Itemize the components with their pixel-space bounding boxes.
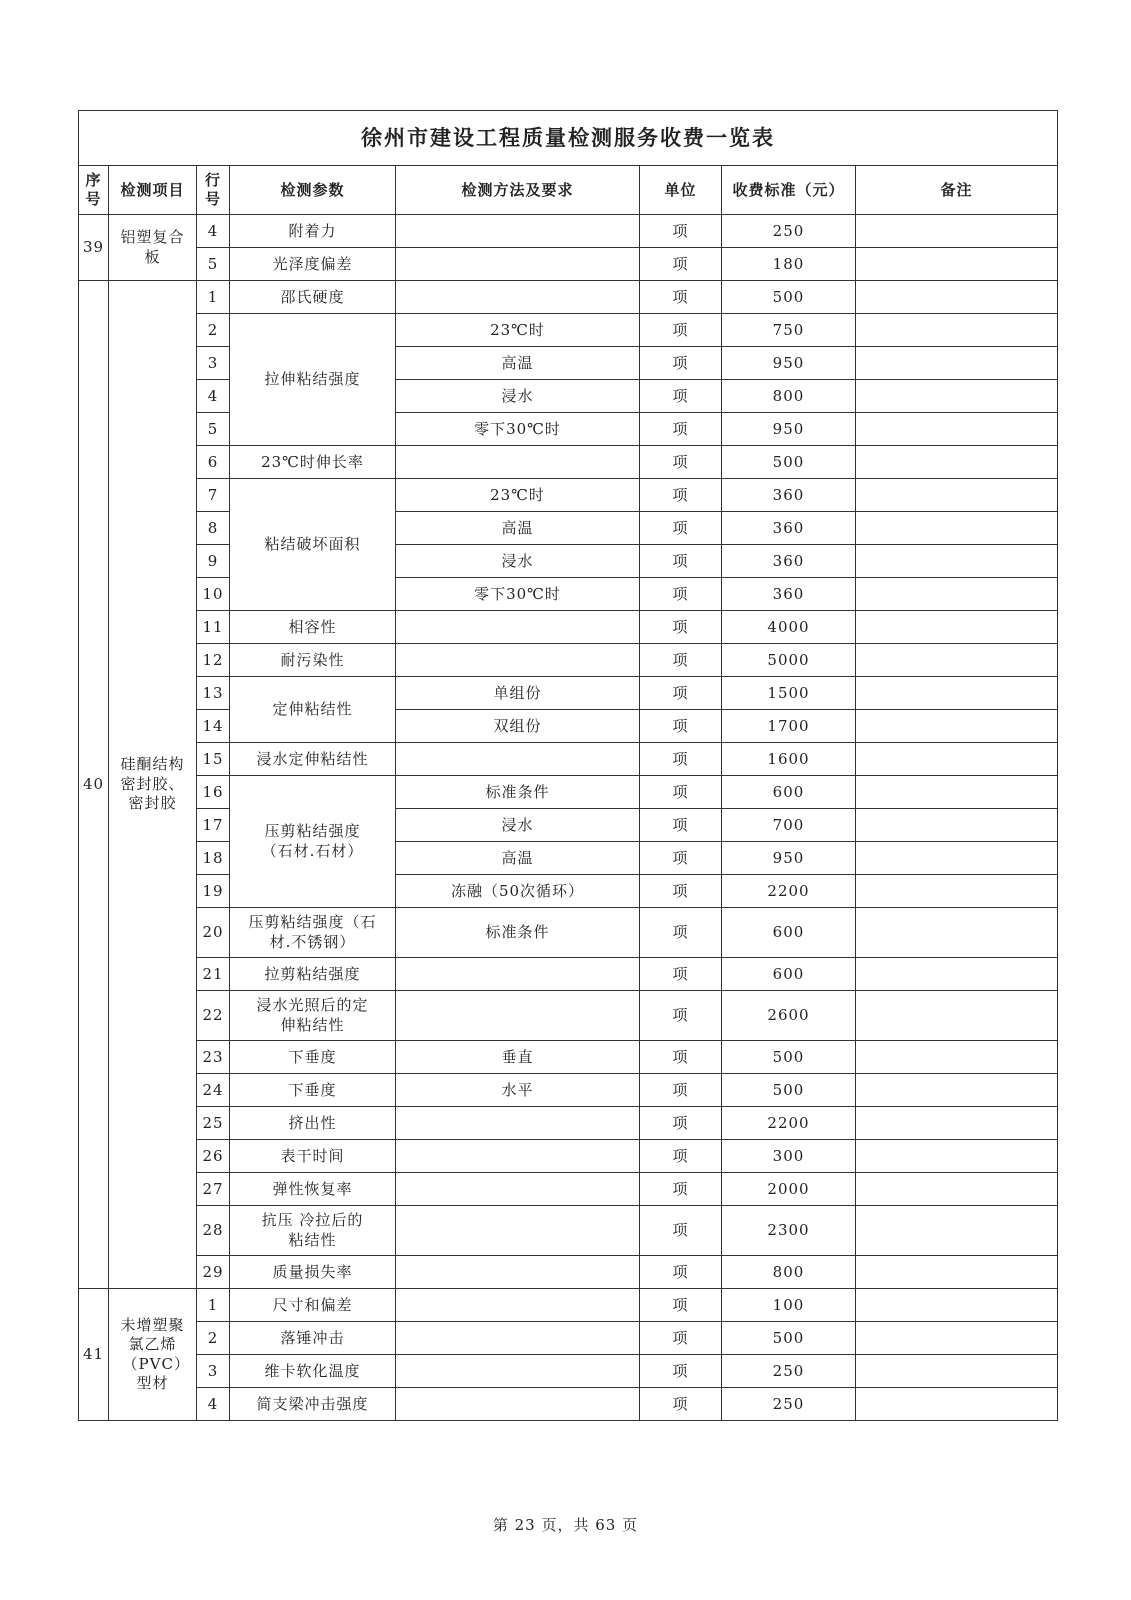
table-row xyxy=(79,479,1058,512)
table-row xyxy=(79,1355,1058,1388)
header-param: 检测参数 xyxy=(230,166,396,215)
unit-cell: 项 xyxy=(640,1289,722,1322)
param-cell: 落锤冲击 xyxy=(230,1322,396,1355)
unit-cell: 项 xyxy=(640,875,722,908)
price-cell: 2000 xyxy=(722,1173,856,1206)
price-cell: 250 xyxy=(722,1388,856,1421)
line-cell: 13 xyxy=(197,677,230,710)
note-cell xyxy=(856,1107,1058,1140)
table-row xyxy=(79,314,1058,347)
table-row xyxy=(79,281,1058,314)
table-row xyxy=(79,1206,1058,1256)
method-cell: 23℃时 xyxy=(396,314,640,347)
note-cell xyxy=(856,611,1058,644)
unit-cell: 项 xyxy=(640,545,722,578)
note-cell xyxy=(856,1206,1058,1256)
unit-cell: 项 xyxy=(640,677,722,710)
method-cell xyxy=(396,215,640,248)
method-cell xyxy=(396,1173,640,1206)
param-cell: 压剪粘结强度（石材.不锈钢） xyxy=(230,908,396,958)
method-cell: 垂直 xyxy=(396,1041,640,1074)
line-cell: 21 xyxy=(197,958,230,991)
price-cell: 1600 xyxy=(722,743,856,776)
price-cell: 500 xyxy=(722,446,856,479)
price-cell: 700 xyxy=(722,809,856,842)
method-cell: 零下30℃时 xyxy=(396,413,640,446)
method-cell xyxy=(396,248,640,281)
line-cell: 25 xyxy=(197,1107,230,1140)
param-cell: 粘结破坏面积 xyxy=(230,479,396,611)
unit-cell: 项 xyxy=(640,809,722,842)
param-cell: 相容性 xyxy=(230,611,396,644)
table-row xyxy=(79,644,1058,677)
price-cell: 4000 xyxy=(722,611,856,644)
method-cell xyxy=(396,1256,640,1289)
param-cell: 附着力 xyxy=(230,215,396,248)
note-cell xyxy=(856,248,1058,281)
price-cell: 2200 xyxy=(722,875,856,908)
price-cell: 360 xyxy=(722,512,856,545)
unit-cell: 项 xyxy=(640,1256,722,1289)
price-cell: 300 xyxy=(722,1140,856,1173)
item-cell: 铝塑复合板 xyxy=(109,215,197,281)
unit-cell: 项 xyxy=(640,1355,722,1388)
method-cell xyxy=(396,1107,640,1140)
fee-table xyxy=(78,110,1058,1421)
note-cell xyxy=(856,710,1058,743)
item-cell: 硅酮结构密封胶、密封胶 xyxy=(109,281,197,1289)
seq-cell: 40 xyxy=(79,281,109,1289)
unit-cell: 项 xyxy=(640,512,722,545)
table-row xyxy=(79,875,1058,908)
unit-cell: 项 xyxy=(640,578,722,611)
unit-cell: 项 xyxy=(640,1206,722,1256)
table-row xyxy=(79,380,1058,413)
table-row xyxy=(79,958,1058,991)
table-row xyxy=(79,677,1058,710)
unit-cell: 项 xyxy=(640,991,722,1041)
price-cell: 1500 xyxy=(722,677,856,710)
price-cell: 360 xyxy=(722,578,856,611)
line-cell: 11 xyxy=(197,611,230,644)
note-cell xyxy=(856,215,1058,248)
method-cell: 高温 xyxy=(396,347,640,380)
line-cell: 3 xyxy=(197,1355,230,1388)
header-item: 检测项目 xyxy=(109,166,197,215)
line-cell: 5 xyxy=(197,248,230,281)
table-row xyxy=(79,1107,1058,1140)
table-row xyxy=(79,611,1058,644)
price-cell: 250 xyxy=(722,215,856,248)
line-cell: 17 xyxy=(197,809,230,842)
header-seq: 序号 xyxy=(79,166,109,215)
note-cell xyxy=(856,1322,1058,1355)
line-cell: 28 xyxy=(197,1206,230,1256)
param-cell: 浸水光照后的定伸粘结性 xyxy=(230,991,396,1041)
method-cell xyxy=(396,991,640,1041)
price-cell: 2300 xyxy=(722,1206,856,1256)
method-cell: 标准条件 xyxy=(396,908,640,958)
price-cell: 800 xyxy=(722,380,856,413)
method-cell xyxy=(396,281,640,314)
header-price: 收费标准（元） xyxy=(722,166,856,215)
line-cell: 1 xyxy=(197,281,230,314)
unit-cell: 项 xyxy=(640,479,722,512)
unit-cell: 项 xyxy=(640,1140,722,1173)
table-row xyxy=(79,1289,1058,1322)
note-cell xyxy=(856,512,1058,545)
price-cell: 500 xyxy=(722,1041,856,1074)
price-cell: 2200 xyxy=(722,1107,856,1140)
note-cell xyxy=(856,1041,1058,1074)
unit-cell: 项 xyxy=(640,710,722,743)
method-cell: 23℃时 xyxy=(396,479,640,512)
unit-cell: 项 xyxy=(640,215,722,248)
price-cell: 600 xyxy=(722,776,856,809)
method-cell xyxy=(396,1388,640,1421)
method-cell xyxy=(396,958,640,991)
table-row xyxy=(79,1322,1058,1355)
param-cell: 简支梁冲击强度 xyxy=(230,1388,396,1421)
note-cell xyxy=(856,1388,1058,1421)
table-row xyxy=(79,1074,1058,1107)
method-cell: 冻融（50次循环） xyxy=(396,875,640,908)
param-cell: 拉伸粘结强度 xyxy=(230,314,396,446)
note-cell xyxy=(856,1355,1058,1388)
line-cell: 20 xyxy=(197,908,230,958)
price-cell: 360 xyxy=(722,545,856,578)
line-cell: 9 xyxy=(197,545,230,578)
method-cell xyxy=(396,644,640,677)
method-cell xyxy=(396,446,640,479)
seq-cell: 41 xyxy=(79,1289,109,1421)
param-cell: 表干时间 xyxy=(230,1140,396,1173)
header-method: 检测方法及要求 xyxy=(396,166,640,215)
param-cell: 下垂度 xyxy=(230,1074,396,1107)
unit-cell: 项 xyxy=(640,908,722,958)
table-row xyxy=(79,710,1058,743)
table-row xyxy=(79,809,1058,842)
line-cell: 4 xyxy=(197,215,230,248)
note-cell xyxy=(856,413,1058,446)
line-cell: 26 xyxy=(197,1140,230,1173)
line-cell: 29 xyxy=(197,1256,230,1289)
price-cell: 2600 xyxy=(722,991,856,1041)
table-row xyxy=(79,1256,1058,1289)
price-cell: 360 xyxy=(722,479,856,512)
method-cell: 单组份 xyxy=(396,677,640,710)
price-cell: 950 xyxy=(722,347,856,380)
note-cell xyxy=(856,875,1058,908)
param-cell: 下垂度 xyxy=(230,1041,396,1074)
note-cell xyxy=(856,1173,1058,1206)
method-cell: 浸水 xyxy=(396,545,640,578)
unit-cell: 项 xyxy=(640,281,722,314)
param-cell: 维卡软化温度 xyxy=(230,1355,396,1388)
method-cell xyxy=(396,1355,640,1388)
line-cell: 24 xyxy=(197,1074,230,1107)
method-cell: 双组份 xyxy=(396,710,640,743)
price-cell: 100 xyxy=(722,1289,856,1322)
unit-cell: 项 xyxy=(640,644,722,677)
line-cell: 7 xyxy=(197,479,230,512)
note-cell xyxy=(856,908,1058,958)
price-cell: 950 xyxy=(722,413,856,446)
line-cell: 16 xyxy=(197,776,230,809)
method-cell: 高温 xyxy=(396,842,640,875)
unit-cell: 项 xyxy=(640,776,722,809)
line-cell: 4 xyxy=(197,380,230,413)
note-cell xyxy=(856,644,1058,677)
line-cell: 19 xyxy=(197,875,230,908)
method-cell xyxy=(396,1206,640,1256)
table-row xyxy=(79,512,1058,545)
table-row xyxy=(79,743,1058,776)
table-row xyxy=(79,446,1058,479)
table-title: 徐州市建设工程质量检测服务收费一览表 xyxy=(79,111,1058,166)
param-cell: 浸水定伸粘结性 xyxy=(230,743,396,776)
unit-cell: 项 xyxy=(640,446,722,479)
note-cell xyxy=(856,314,1058,347)
table-row xyxy=(79,545,1058,578)
price-cell: 500 xyxy=(722,1074,856,1107)
line-cell: 18 xyxy=(197,842,230,875)
note-cell xyxy=(856,1289,1058,1322)
table-row xyxy=(79,1388,1058,1421)
unit-cell: 项 xyxy=(640,958,722,991)
price-cell: 600 xyxy=(722,908,856,958)
price-cell: 180 xyxy=(722,248,856,281)
param-cell: 弹性恢复率 xyxy=(230,1173,396,1206)
table-row xyxy=(79,1140,1058,1173)
line-cell: 4 xyxy=(197,1388,230,1421)
table-row xyxy=(79,248,1058,281)
method-cell xyxy=(396,611,640,644)
unit-cell: 项 xyxy=(640,413,722,446)
param-cell: 邵氏硬度 xyxy=(230,281,396,314)
note-cell xyxy=(856,380,1058,413)
line-cell: 3 xyxy=(197,347,230,380)
table-row xyxy=(79,1041,1058,1074)
line-cell: 22 xyxy=(197,991,230,1041)
note-cell xyxy=(856,842,1058,875)
header-note: 备注 xyxy=(856,166,1058,215)
unit-cell: 项 xyxy=(640,380,722,413)
price-cell: 750 xyxy=(722,314,856,347)
note-cell xyxy=(856,1256,1058,1289)
param-cell: 耐污染性 xyxy=(230,644,396,677)
table-row xyxy=(79,776,1058,809)
param-cell: 23℃时伸长率 xyxy=(230,446,396,479)
param-cell: 挤出性 xyxy=(230,1107,396,1140)
line-cell: 23 xyxy=(197,1041,230,1074)
param-cell: 尺寸和偏差 xyxy=(230,1289,396,1322)
table-row xyxy=(79,347,1058,380)
method-cell: 高温 xyxy=(396,512,640,545)
unit-cell: 项 xyxy=(640,1322,722,1355)
param-cell: 抗压 冷拉后的粘结性 xyxy=(230,1206,396,1256)
method-cell xyxy=(396,1140,640,1173)
price-cell: 950 xyxy=(722,842,856,875)
line-cell: 8 xyxy=(197,512,230,545)
unit-cell: 项 xyxy=(640,1388,722,1421)
method-cell: 浸水 xyxy=(396,380,640,413)
param-cell: 拉剪粘结强度 xyxy=(230,958,396,991)
note-cell xyxy=(856,578,1058,611)
note-cell xyxy=(856,281,1058,314)
note-cell xyxy=(856,743,1058,776)
method-cell xyxy=(396,1289,640,1322)
method-cell: 标准条件 xyxy=(396,776,640,809)
note-cell xyxy=(856,446,1058,479)
line-cell: 27 xyxy=(197,1173,230,1206)
table-row xyxy=(79,1173,1058,1206)
line-cell: 10 xyxy=(197,578,230,611)
line-cell: 14 xyxy=(197,710,230,743)
note-cell xyxy=(856,1140,1058,1173)
line-cell: 6 xyxy=(197,446,230,479)
note-cell xyxy=(856,809,1058,842)
unit-cell: 项 xyxy=(640,1173,722,1206)
note-cell xyxy=(856,991,1058,1041)
table-row xyxy=(79,578,1058,611)
unit-cell: 项 xyxy=(640,1074,722,1107)
unit-cell: 项 xyxy=(640,611,722,644)
note-cell xyxy=(856,479,1058,512)
header-line: 行号 xyxy=(197,166,230,215)
price-cell: 500 xyxy=(722,281,856,314)
note-cell xyxy=(856,1074,1058,1107)
price-cell: 600 xyxy=(722,958,856,991)
table-row xyxy=(79,413,1058,446)
method-cell xyxy=(396,1322,640,1355)
param-cell: 光泽度偏差 xyxy=(230,248,396,281)
unit-cell: 项 xyxy=(640,1041,722,1074)
line-cell: 1 xyxy=(197,1289,230,1322)
param-cell: 定伸粘结性 xyxy=(230,677,396,743)
note-cell xyxy=(856,677,1058,710)
table-row xyxy=(79,908,1058,958)
unit-cell: 项 xyxy=(640,314,722,347)
unit-cell: 项 xyxy=(640,1107,722,1140)
item-cell: 未增塑聚氯乙烯（PVC）型材 xyxy=(109,1289,197,1421)
seq-cell: 39 xyxy=(79,215,109,281)
unit-cell: 项 xyxy=(640,842,722,875)
note-cell xyxy=(856,545,1058,578)
price-cell: 5000 xyxy=(722,644,856,677)
line-cell: 2 xyxy=(197,1322,230,1355)
table-row xyxy=(79,215,1058,248)
method-cell: 零下30℃时 xyxy=(396,578,640,611)
price-cell: 500 xyxy=(722,1322,856,1355)
header-unit: 单位 xyxy=(640,166,722,215)
param-cell: 压剪粘结强度（石材.石材） xyxy=(230,776,396,908)
method-cell: 浸水 xyxy=(396,809,640,842)
unit-cell: 项 xyxy=(640,248,722,281)
table-row xyxy=(79,842,1058,875)
note-cell xyxy=(856,347,1058,380)
price-cell: 800 xyxy=(722,1256,856,1289)
price-cell: 250 xyxy=(722,1355,856,1388)
note-cell xyxy=(856,958,1058,991)
line-cell: 12 xyxy=(197,644,230,677)
line-cell: 15 xyxy=(197,743,230,776)
price-cell: 1700 xyxy=(722,710,856,743)
page-number: 第 23 页，共 63 页 xyxy=(492,1516,639,1534)
method-cell xyxy=(396,743,640,776)
line-cell: 5 xyxy=(197,413,230,446)
method-cell: 水平 xyxy=(396,1074,640,1107)
line-cell: 2 xyxy=(197,314,230,347)
unit-cell: 项 xyxy=(640,743,722,776)
table-row xyxy=(79,991,1058,1041)
unit-cell: 项 xyxy=(640,347,722,380)
note-cell xyxy=(856,776,1058,809)
param-cell: 质量损失率 xyxy=(230,1256,396,1289)
